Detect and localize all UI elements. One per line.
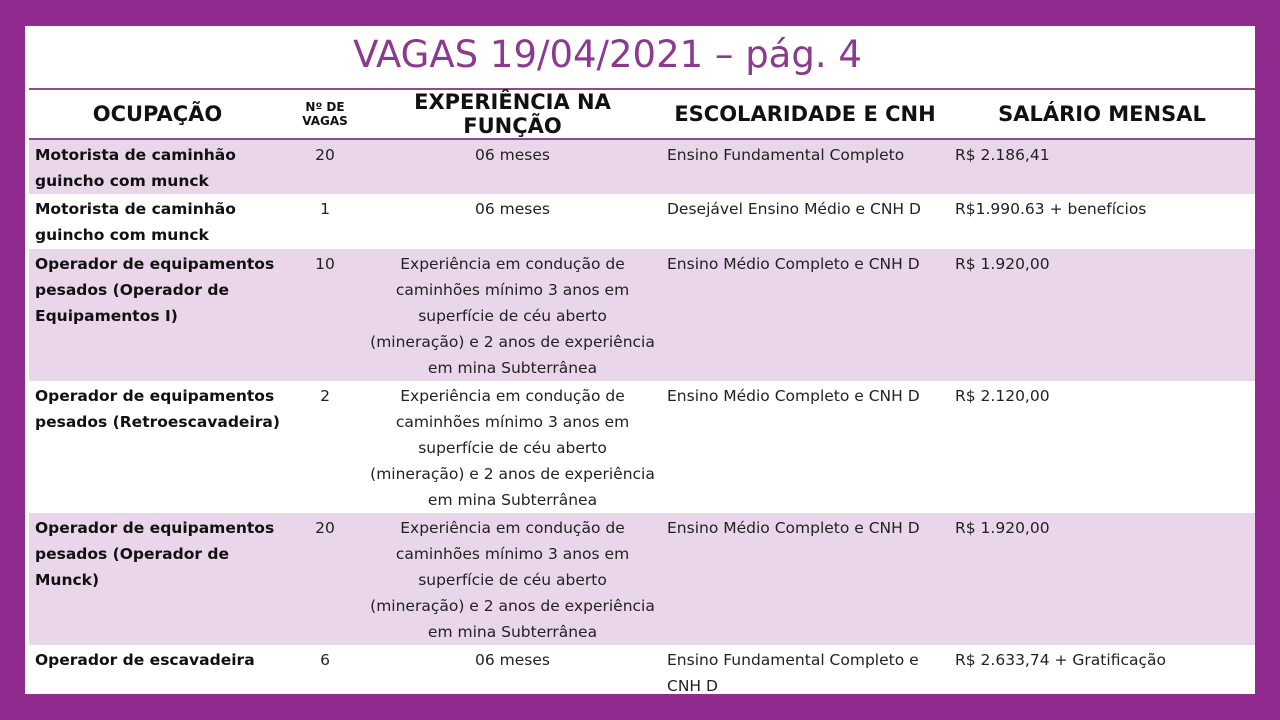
cell-education: Ensino Médio Completo e CNH D [667,387,920,405]
header-education: ESCOLARIDADE E CNH [661,90,949,139]
cell-vacancies: 20 [286,139,364,194]
cell-salary: R$ 2.186,41 [949,139,1255,194]
cell-experience: 06 meses [364,139,661,194]
header-vacancies: Nº DE VAGAS [286,90,364,139]
cell-occupation: Motorista de caminhão guincho com munck [29,139,286,194]
cell-occupation: Operador de equipamentos pesados (Retroescavadeira) [35,387,280,431]
cell-occupation: Operador de equipamentos pesados (Operador de Equipamentos I) [29,249,286,381]
cell-education: Desejável Ensino Médio e CNH D [667,200,921,218]
cell-education: Ensino Médio Completo e CNH D [661,513,949,645]
cell-experience: 06 meses [475,200,550,218]
cell-vacancies: 6 [286,645,364,694]
table-row [29,381,1255,513]
table-header-row [29,90,1255,139]
cell-occupation: Operador de equipamentos pesados (Operador de Munck) [29,513,286,645]
table-row [29,249,1255,381]
cell-education: Ensino Médio Completo e CNH D [661,249,949,381]
header-salary: SALÁRIO MENSAL [949,90,1255,139]
cell-occupation: Motorista de caminhão guincho com munck [35,200,236,244]
slide [25,26,1255,694]
header-occupation: OCUPAÇÃO [29,90,286,139]
cell-experience: 06 meses [364,645,661,694]
cell-salary: R$ 2.633,74 + Gratificação [949,645,1255,694]
cell-experience: Experiência em condução de caminhões mínimo 3 anos em superfície de céu aberto (mineração) e 2 anos de experiência em mina Subterrânea [364,249,661,381]
cell-vacancies: 2 [320,387,330,405]
table-row [29,513,1255,645]
cell-occupation: Operador de escavadeira [29,645,286,694]
cell-vacancies: 1 [320,200,330,218]
cell-education: Ensino Fundamental Completo e CNH D [661,645,949,694]
cell-salary: R$ 2.120,00 [955,387,1050,405]
cell-salary: R$ 1.920,00 [949,513,1255,645]
vacancies-table [29,90,1255,694]
cell-experience: Experiência em condução de caminhões mínimo 3 anos em superfície de céu aberto (mineração) e 2 anos de experiência em mina Subterrânea [364,513,661,645]
table-row [29,194,1255,249]
cell-education: Ensino Fundamental Completo [661,139,949,194]
cell-experience: Experiência em condução de caminhões mínimo 3 anos em superfície de céu aberto (mineração) e 2 anos de experiência em mina Subterrânea [370,387,655,509]
cell-vacancies: 10 [286,249,364,381]
page-title: VAGAS 19/04/2021 – pág. 4 [353,33,862,76]
table-row [29,645,1255,694]
table-row [29,139,1255,194]
cell-salary: R$ 1.920,00 [949,249,1255,381]
cell-salary: R$1.990.63 + benefícios [955,200,1147,218]
header-experience: EXPERIÊNCIA NA FUNÇÃO [364,90,661,139]
cell-vacancies: 20 [286,513,364,645]
